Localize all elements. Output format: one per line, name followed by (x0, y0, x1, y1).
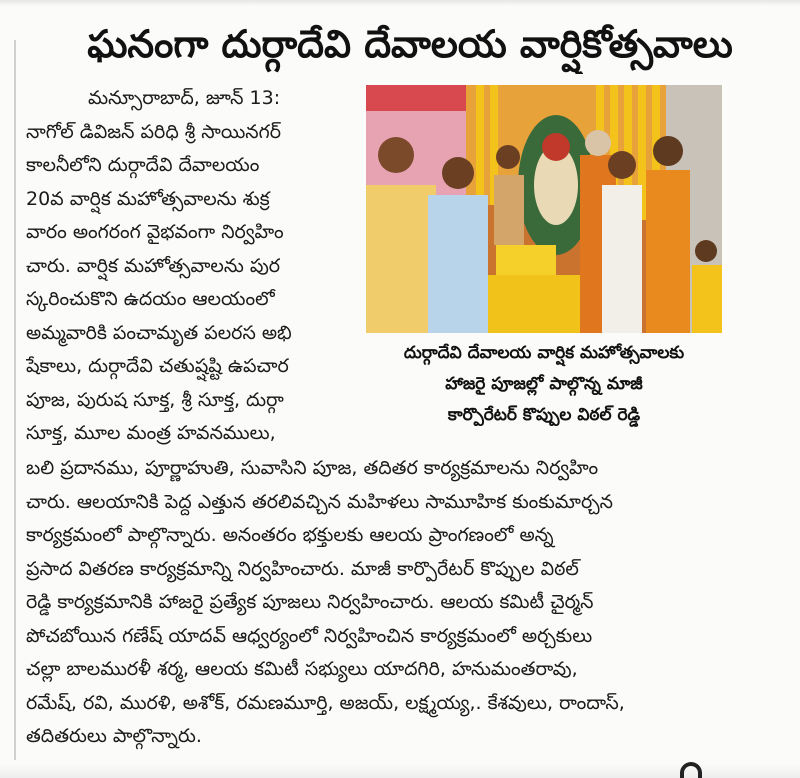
article-line: తదితరులు పాల్గొన్నారు. (26, 725, 202, 747)
temple-ceremony-photo (366, 85, 722, 333)
article-line: బలి ప్రదానము, పూర్ణాహుతి, సువాసిని పూజ, తదితర కార్యక్రమాలను నిర్వహిం (26, 457, 599, 479)
article-line: రమేష్, రవి, మురళి, అశోక్, రమణమూర్తి, అజయ్, లక్ష్మయ్య,. కేశవులు, రాందాస్, (26, 691, 625, 714)
article-line: సూక్త, మూల మంత్ర హవనములు, (26, 422, 276, 444)
headline: ఘనంగా దుర్గాదేవి దేవాలయ వార్షికోత్సవాలు (87, 22, 733, 66)
article-line: వారం అంగరంగ వైభవంగా నిర్వహిం (26, 221, 284, 243)
article-line: 20వ వార్షిక మహోత్సవాలను శుక్ర (26, 187, 270, 210)
article-line: షేకాలు, దుర్గాదేవి చతుష్షష్టి ఉపచార (26, 355, 289, 377)
article-line: స్కరించుకొని ఉదయం ఆలయంలో (26, 288, 275, 310)
article-left-column (26, 82, 356, 451)
page-fold-mark (680, 762, 702, 778)
photo-caption (366, 338, 722, 431)
column-rule (14, 40, 16, 760)
article-line: మన్సూరాబాద్, జూన్ 13: (88, 87, 281, 109)
article-line: చారు. ఆలయానికి పెద్ద ఎత్తున తరలివచ్చిన మహిళలు సామూహిక కుంకుమార్చన (26, 490, 613, 513)
article-line: పూజ, పురుష సూక్త, శ్రీ సూక్త, దుర్గా (26, 388, 284, 411)
article-line: కార్యక్రమంలో పాల్గొన్నారు. అనంతరం భక్తులకు ఆలయ ప్రాంగణంలో అన్న (26, 524, 554, 546)
article-line: కాలనీలోని దుర్గాదేవి దేవాలయం (26, 154, 260, 176)
caption-line: కార్పొరేటర్ కొప్పుల విఠల్ రెడ్డి (447, 405, 641, 425)
article-line: అమ్మవారికి పంచామృత పలరస అభి (26, 321, 292, 344)
article-full-width-body (26, 452, 740, 754)
article-line: పోచబోయిన గణేష్ యాదవ్ ఆధ్వర్యంలో నిర్వహించిన కార్యక్రమంలో అర్చకులు (26, 624, 593, 647)
article-line: చల్లా బాలమురళీ శర్మ, ఆలయ కమిటీ సభ్యులు యాదగిరి, హనుమంతరావు, (26, 658, 578, 680)
caption-line: దుర్గాదేవి దేవాలయ వార్షిక మహోత్సవాలకు (403, 343, 685, 363)
article-line: రెడ్డి కార్యక్రమానికి హాజరై ప్రత్యేక పూజలు నిర్వహించారు. ఆలయ కమిటీ చైర్మన్ (26, 591, 594, 613)
caption-line: హాజరై పూజల్లో పాల్గొన్న మాజీ (445, 374, 643, 394)
article-line: నాగోల్ డివిజన్ పరిధి శ్రీ సాయినగర్ (26, 120, 281, 143)
article-line: ప్రసాద వితరణ కార్యక్రమాన్ని నిర్వహించారు. మాజీ కార్పొరేటర్ కొప్పుల విఠల్ (26, 557, 579, 580)
article-line: చారు. వార్షిక మహోత్సవాలను పుర (26, 254, 281, 277)
top-edge (0, 0, 800, 6)
